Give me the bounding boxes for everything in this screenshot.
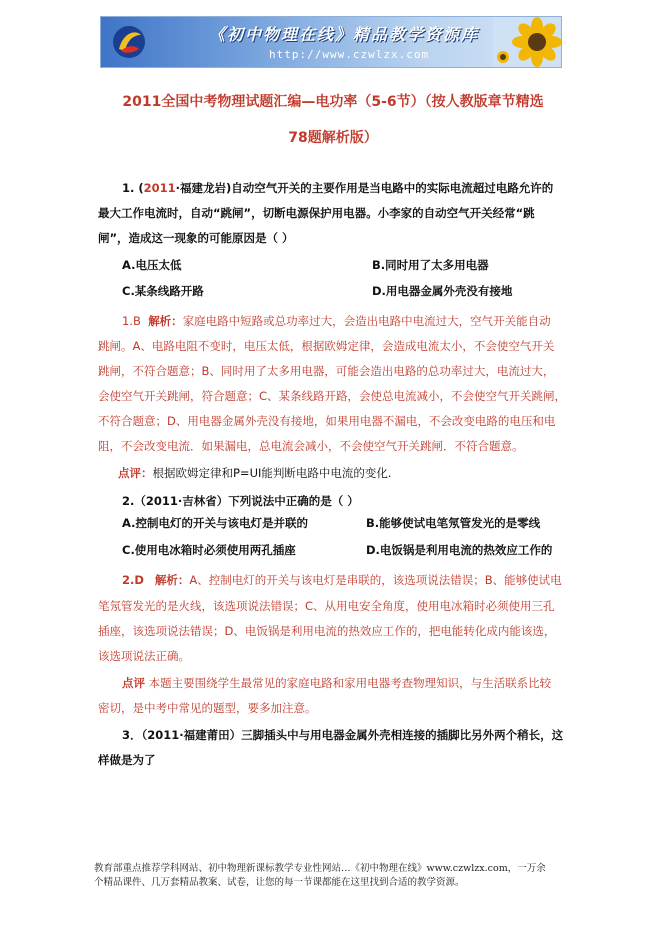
question-1-stem-line2: 最大工作电流时，自动“跳闸”，切断电源保护用电器。小李家的自动空气开关经常“跳 [98, 206, 535, 220]
footer-line1: 教育部重点推荐学科网站、初中物理新课标教学专业性网站…《初中物理在线》www.czwlzx.com，一万余 [94, 863, 546, 874]
question-2-analysis-line: 该选项说法正确。 [98, 649, 190, 663]
question-1-answer: 1.B [122, 314, 141, 328]
document-title-line1: 2011全国中考物理试题汇编—电功率（5-6节）（按人教版章节精选 [122, 94, 544, 110]
question-1-analysis-line: 会使空气开关跳闸，符合题意；C、某条线路开路，会使总电流减小，不会使空气开关跳闸， [98, 389, 567, 403]
banner-title: 《初中物理在线》精品教学资源库 [209, 25, 480, 44]
site-logo-icon [109, 23, 149, 61]
question-1-analysis-line: 不符合题意；D、用电器金属外壳没有接地，如果用电器不漏电，不会改变电路的电压和电 [98, 414, 556, 428]
question-2-answer: 2.D [122, 573, 144, 587]
question-1-stem-line3: 闸”，造成这一现象的可能原因是（ ） [98, 231, 294, 245]
question-1-analysis-line: 跳闸，不符合题意；B、同时用了太多用电器，可能会造出电路的总功率过大，电流过大， [98, 364, 555, 378]
question-2-comment-line: 密切，是中考中常见的题型，要多加注意。 [98, 701, 317, 715]
question-1-option-d: D.用电器金属外壳没有接地 [372, 284, 513, 298]
question-2-comment-label: 点评 [122, 676, 145, 690]
question-1-analysis [98, 309, 568, 334]
question-2-comment-line: 本题主要围绕学生最常见的家庭电路和家用电器考查物理知识，与生活联系比较 [148, 676, 552, 690]
question-1-number: 1. ( [122, 181, 144, 195]
sunflower-icon [493, 17, 561, 67]
question-2-analysis-line: 插座，该选项说法错误；D、电饭锅是利用电流的热效应工作的，把电能转化成内能该选， [98, 624, 556, 638]
question-3-stem: 3．（2011·福建莆田）三脚插头中与用电器金属外壳相连接的插脚比另外两个稍长，这 [122, 728, 564, 742]
header-banner [100, 16, 562, 68]
question-1-option-c: C.某条线路开路 [122, 284, 204, 298]
question-1-option-a: A.电压太低 [122, 258, 182, 272]
question-2-analysis-line: A、控制电灯的开关与该电灯是串联的，该选项说法错误；B、能够使试电 [189, 573, 562, 587]
question-1-analysis-line: 跳闸。A、电路电阻不变时，电压太低，根据欧姆定律，会造成电流太小，不会使空气开关 [98, 339, 555, 353]
question-1-analysis-line: 家庭电路中短路或总功率过大，会造出电路中电流过大，空气开关能自动 [182, 314, 551, 328]
question-2-option-d: D.电饭锅是利用电流的热效应工作的 [366, 543, 553, 557]
question-1-analysis-label: 解析： [148, 314, 183, 328]
question-1-option-b: B.同时用了太多用电器 [372, 258, 489, 272]
question-2-comment [98, 671, 568, 696]
question-2-analysis-line: 笔氖管发光的是火线，该选项说法错误；C、从用电安全角度，使用电冰箱时必须使用三孔 [98, 599, 555, 613]
question-1-comment-text: 根据欧姆定律和P=UI能判断电路中电流的变化. [152, 466, 392, 480]
question-2-option-a: A.控制电灯的开关与该电灯是并联的 [122, 516, 308, 530]
banner-url[interactable]: http://www.czwlzx.com [269, 48, 430, 61]
question-1-analysis-line: 阻，不会改变电流．如果漏电，总电流会减小，不会使空气开关跳闸．不符合题意。 [98, 439, 524, 453]
question-1-stem-text: 自动空气开关的主要作用是当电路中的实际电流超过电路允许的 [231, 181, 554, 195]
question-1-comment-label: 点评： [118, 466, 153, 480]
question-2-analysis [98, 568, 568, 593]
question-2-option-c: C.使用电冰箱时必须使用两孔插座 [122, 543, 296, 557]
page-footer [94, 862, 574, 890]
document-title-line2: 78题解析版） [288, 130, 378, 146]
question-3-stem-line2: 样做是为了 [98, 753, 156, 767]
question-2-stem: 2.（2011·吉林省）下列说法中正确的是（ ） [122, 494, 359, 508]
question-2-analysis-label: 解析： [154, 573, 190, 587]
question-1-source: ·福建龙岩) [175, 181, 232, 195]
question-2-option-b: B.能够使试电笔氖管发光的是零线 [366, 516, 541, 530]
question-1-comment [98, 461, 568, 486]
question-1-year: 2011 [143, 181, 176, 195]
footer-line2: 个精品课件、几万套精品教案、试卷，让您的每一节课都能在这里找到合适的教学资源。 [94, 877, 465, 888]
question-1-stem [98, 176, 568, 201]
